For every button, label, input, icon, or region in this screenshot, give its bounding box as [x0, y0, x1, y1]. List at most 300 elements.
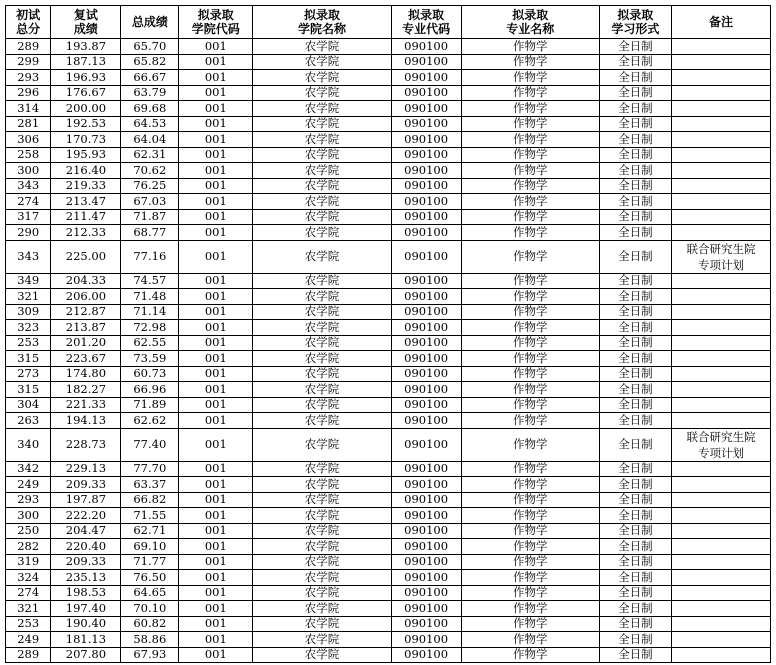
major-code-cell: 090100: [391, 132, 461, 148]
major-name-cell: 作物学: [461, 397, 599, 413]
school-code-cell: 001: [179, 335, 253, 351]
school-code-cell: 001: [179, 647, 253, 663]
major-code-cell: 090100: [391, 101, 461, 117]
major-name-cell: 作物学: [461, 539, 599, 555]
remark-cell: [671, 240, 770, 273]
table-row: [6, 397, 771, 413]
remark-cell: [671, 570, 770, 586]
major-name-cell: 作物学: [461, 335, 599, 351]
retest-score-cell: 200.00: [51, 101, 121, 117]
major-code-cell: 090100: [391, 163, 461, 179]
school-name-cell: 农学院: [253, 240, 391, 273]
school-name-cell: 农学院: [253, 351, 391, 367]
school-code-cell: 001: [179, 351, 253, 367]
initial-score-cell: 289: [6, 39, 51, 55]
table-row: [6, 428, 771, 461]
study-mode-cell: 全日制: [599, 85, 671, 101]
retest-score-cell: 182.27: [51, 382, 121, 398]
header-retest-score-line: 成绩: [73, 22, 98, 36]
major-code-cell: 090100: [391, 273, 461, 289]
table-row: [6, 39, 771, 55]
initial-score-cell: 249: [6, 477, 51, 493]
major-code-cell: 090100: [391, 477, 461, 493]
initial-score-cell: 342: [6, 461, 51, 477]
retest-score-cell: 229.13: [51, 461, 121, 477]
total-score-cell: 69.68: [121, 101, 179, 117]
school-code-cell: 001: [179, 570, 253, 586]
school-name-cell: 农学院: [253, 601, 391, 617]
school-code-cell: 001: [179, 539, 253, 555]
initial-score-cell: 282: [6, 539, 51, 555]
retest-score-cell: 192.53: [51, 116, 121, 132]
initial-score-cell: 273: [6, 366, 51, 382]
school-name-cell: 农学院: [253, 116, 391, 132]
retest-score-cell: 222.20: [51, 508, 121, 524]
initial-score-cell: 258: [6, 147, 51, 163]
major-name-cell: 作物学: [461, 508, 599, 524]
study-mode-cell: 全日制: [599, 209, 671, 225]
header-school-code: [179, 6, 253, 39]
table-row: [6, 163, 771, 179]
total-score-cell: 71.87: [121, 209, 179, 225]
study-mode-cell: 全日制: [599, 647, 671, 663]
table-row: [6, 194, 771, 210]
total-score-cell: 71.89: [121, 397, 179, 413]
retest-score-cell: 209.33: [51, 477, 121, 493]
table-row: [6, 240, 771, 273]
table-row: [6, 289, 771, 305]
total-score-cell: 74.57: [121, 273, 179, 289]
total-score-cell: 76.50: [121, 570, 179, 586]
major-code-cell: 090100: [391, 320, 461, 336]
school-name-cell: 农学院: [253, 85, 391, 101]
school-name-cell: 农学院: [253, 585, 391, 601]
major-name-cell: 作物学: [461, 147, 599, 163]
major-name-cell: 作物学: [461, 413, 599, 429]
initial-score-cell: 306: [6, 132, 51, 148]
initial-score-cell: 324: [6, 570, 51, 586]
remark-cell: [671, 289, 770, 305]
table-row: [6, 632, 771, 648]
study-mode-cell: 全日制: [599, 554, 671, 570]
total-score-cell: 65.82: [121, 54, 179, 70]
school-code-cell: 001: [179, 85, 253, 101]
school-name-cell: 农学院: [253, 428, 391, 461]
major-name-cell: 作物学: [461, 225, 599, 241]
header-retest-score: [51, 6, 121, 39]
major-code-cell: 090100: [391, 194, 461, 210]
major-code-cell: 090100: [391, 39, 461, 55]
school-name-cell: 农学院: [253, 39, 391, 55]
school-code-cell: 001: [179, 163, 253, 179]
study-mode-cell: 全日制: [599, 304, 671, 320]
school-name-cell: 农学院: [253, 523, 391, 539]
remark-cell: [671, 492, 770, 508]
major-code-cell: 090100: [391, 116, 461, 132]
school-code-cell: 001: [179, 477, 253, 493]
retest-score-cell: 206.00: [51, 289, 121, 305]
table-row: [6, 366, 771, 382]
total-score-cell: 71.14: [121, 304, 179, 320]
remark-cell: [671, 508, 770, 524]
retest-score-cell: 228.73: [51, 428, 121, 461]
major-name-cell: 作物学: [461, 382, 599, 398]
major-name-cell: 作物学: [461, 320, 599, 336]
major-code-cell: 090100: [391, 240, 461, 273]
initial-score-cell: 290: [6, 225, 51, 241]
school-code-cell: 001: [179, 194, 253, 210]
table-row: [6, 461, 771, 477]
school-name-cell: 农学院: [253, 413, 391, 429]
school-name-cell: 农学院: [253, 225, 391, 241]
study-mode-cell: 全日制: [599, 585, 671, 601]
school-code-cell: 001: [179, 632, 253, 648]
retest-score-cell: 176.67: [51, 85, 121, 101]
retest-score-cell: 196.93: [51, 70, 121, 86]
school-name-cell: 农学院: [253, 554, 391, 570]
retest-score-cell: 193.87: [51, 39, 121, 55]
major-code-cell: 090100: [391, 178, 461, 194]
remark-cell: [671, 616, 770, 632]
major-name-cell: 作物学: [461, 178, 599, 194]
school-code-cell: 001: [179, 616, 253, 632]
school-code-cell: 001: [179, 225, 253, 241]
table-row: [6, 147, 771, 163]
header-initial-score-line: 总分: [16, 22, 41, 36]
initial-score-cell: 304: [6, 397, 51, 413]
remark-cell: [671, 428, 770, 461]
school-code-cell: 001: [179, 70, 253, 86]
school-name-cell: 农学院: [253, 178, 391, 194]
school-code-cell: 001: [179, 304, 253, 320]
school-code-cell: 001: [179, 413, 253, 429]
total-score-cell: 67.93: [121, 647, 179, 663]
major-code-cell: 090100: [391, 335, 461, 351]
table-row: [6, 477, 771, 493]
study-mode-cell: 全日制: [599, 39, 671, 55]
header-major-code: [391, 6, 461, 39]
retest-score-cell: 204.33: [51, 273, 121, 289]
school-name-cell: 农学院: [253, 382, 391, 398]
retest-score-cell: 197.87: [51, 492, 121, 508]
major-name-cell: 作物学: [461, 492, 599, 508]
total-score-cell: 71.55: [121, 508, 179, 524]
initial-score-cell: 293: [6, 492, 51, 508]
retest-score-cell: 181.13: [51, 632, 121, 648]
initial-score-cell: 309: [6, 304, 51, 320]
remark-cell: [671, 382, 770, 398]
school-code-cell: 001: [179, 209, 253, 225]
retest-score-cell: 219.33: [51, 178, 121, 194]
total-score-cell: 66.96: [121, 382, 179, 398]
major-name-cell: 作物学: [461, 273, 599, 289]
major-code-cell: 090100: [391, 382, 461, 398]
school-code-cell: 001: [179, 320, 253, 336]
header-major-code-line: 专业代码: [402, 22, 451, 36]
major-name-cell: 作物学: [461, 601, 599, 617]
table-row: [6, 413, 771, 429]
remark-line: 联合研究生院: [686, 429, 756, 444]
header-total-score-line: 总成绩: [131, 15, 168, 29]
major-code-cell: 090100: [391, 428, 461, 461]
major-code-cell: 090100: [391, 570, 461, 586]
total-score-cell: 66.82: [121, 492, 179, 508]
school-name-cell: 农学院: [253, 304, 391, 320]
remark-cell: [671, 632, 770, 648]
study-mode-cell: 全日制: [599, 116, 671, 132]
study-mode-cell: 全日制: [599, 523, 671, 539]
major-code-cell: 090100: [391, 508, 461, 524]
study-mode-cell: 全日制: [599, 382, 671, 398]
initial-score-cell: 263: [6, 413, 51, 429]
initial-score-cell: 323: [6, 320, 51, 336]
remark-cell: [671, 194, 770, 210]
initial-score-cell: 293: [6, 70, 51, 86]
study-mode-cell: 全日制: [599, 570, 671, 586]
school-code-cell: 001: [179, 461, 253, 477]
remark-cell: [671, 477, 770, 493]
table-row: [6, 554, 771, 570]
remark-cell: [671, 554, 770, 570]
major-name-cell: 作物学: [461, 461, 599, 477]
school-name-cell: 农学院: [253, 539, 391, 555]
study-mode-cell: 全日制: [599, 54, 671, 70]
major-code-cell: 090100: [391, 616, 461, 632]
total-score-cell: 63.79: [121, 85, 179, 101]
school-code-cell: 001: [179, 508, 253, 524]
table-row: [6, 304, 771, 320]
total-score-cell: 63.37: [121, 477, 179, 493]
school-code-cell: 001: [179, 178, 253, 194]
major-code-cell: 090100: [391, 492, 461, 508]
study-mode-cell: 全日制: [599, 273, 671, 289]
initial-score-cell: 289: [6, 647, 51, 663]
initial-score-cell: 321: [6, 601, 51, 617]
school-name-cell: 农学院: [253, 209, 391, 225]
school-code-cell: 001: [179, 428, 253, 461]
study-mode-cell: 全日制: [599, 147, 671, 163]
major-name-cell: 作物学: [461, 647, 599, 663]
study-mode-cell: 全日制: [599, 240, 671, 273]
total-score-cell: 70.10: [121, 601, 179, 617]
remark-cell: [671, 304, 770, 320]
remark-cell: [671, 335, 770, 351]
total-score-cell: 71.48: [121, 289, 179, 305]
table-row: [6, 132, 771, 148]
school-code-cell: 001: [179, 240, 253, 273]
major-code-cell: 090100: [391, 304, 461, 320]
remark-cell: [671, 209, 770, 225]
header-study-mode: [599, 6, 671, 39]
total-score-cell: 62.31: [121, 147, 179, 163]
total-score-cell: 67.03: [121, 194, 179, 210]
school-name-cell: 农学院: [253, 461, 391, 477]
major-name-cell: 作物学: [461, 39, 599, 55]
school-name-cell: 农学院: [253, 647, 391, 663]
major-code-cell: 090100: [391, 601, 461, 617]
initial-score-cell: 315: [6, 351, 51, 367]
major-code-cell: 090100: [391, 539, 461, 555]
study-mode-cell: 全日制: [599, 601, 671, 617]
initial-score-cell: 249: [6, 632, 51, 648]
major-name-cell: 作物学: [461, 132, 599, 148]
school-name-cell: 农学院: [253, 366, 391, 382]
total-score-cell: 77.70: [121, 461, 179, 477]
major-code-cell: 090100: [391, 147, 461, 163]
remark-line: 联合研究生院: [686, 241, 756, 256]
retest-score-cell: 212.87: [51, 304, 121, 320]
table-row: [6, 54, 771, 70]
major-name-cell: 作物学: [461, 351, 599, 367]
table-row: [6, 225, 771, 241]
total-score-cell: 71.77: [121, 554, 179, 570]
retest-score-cell: 212.33: [51, 225, 121, 241]
study-mode-cell: 全日制: [599, 461, 671, 477]
table-row: [6, 101, 771, 117]
total-score-cell: 77.40: [121, 428, 179, 461]
table-row: [6, 85, 771, 101]
initial-score-cell: 340: [6, 428, 51, 461]
header-study-mode-line: 拟录取: [617, 8, 654, 22]
table-row: [6, 539, 771, 555]
remark-cell: [671, 147, 770, 163]
initial-score-cell: 321: [6, 289, 51, 305]
major-name-cell: 作物学: [461, 585, 599, 601]
initial-score-cell: 317: [6, 209, 51, 225]
table-row: [6, 335, 771, 351]
initial-score-cell: 296: [6, 85, 51, 101]
header-retest-score-line: 复试: [73, 8, 98, 22]
initial-score-cell: 274: [6, 194, 51, 210]
table-header-row: [6, 6, 771, 39]
retest-score-cell: 213.47: [51, 194, 121, 210]
initial-score-cell: 300: [6, 163, 51, 179]
school-code-cell: 001: [179, 554, 253, 570]
major-code-cell: 090100: [391, 461, 461, 477]
school-name-cell: 农学院: [253, 132, 391, 148]
retest-score-cell: 190.40: [51, 616, 121, 632]
header-initial-score: [6, 6, 51, 39]
total-score-cell: 68.77: [121, 225, 179, 241]
retest-score-cell: 225.00: [51, 240, 121, 273]
total-score-cell: 69.10: [121, 539, 179, 555]
study-mode-cell: 全日制: [599, 101, 671, 117]
major-name-cell: 作物学: [461, 116, 599, 132]
initial-score-cell: 319: [6, 554, 51, 570]
school-name-cell: 农学院: [253, 273, 391, 289]
header-school-name-line: 学院名称: [297, 22, 346, 36]
total-score-cell: 60.82: [121, 616, 179, 632]
table-row: [6, 616, 771, 632]
retest-score-cell: 187.13: [51, 54, 121, 70]
header-major-name-line: 拟录取: [512, 8, 549, 22]
retest-score-cell: 198.53: [51, 585, 121, 601]
remark-cell: [671, 351, 770, 367]
initial-score-cell: 300: [6, 508, 51, 524]
study-mode-cell: 全日制: [599, 335, 671, 351]
header-total-score: [121, 6, 179, 39]
study-mode-cell: 全日制: [599, 194, 671, 210]
total-score-cell: 70.62: [121, 163, 179, 179]
header-school-name: [253, 6, 391, 39]
remark-cell: [671, 54, 770, 70]
retest-score-cell: 170.73: [51, 132, 121, 148]
school-code-cell: 001: [179, 366, 253, 382]
study-mode-cell: 全日制: [599, 163, 671, 179]
school-name-cell: 农学院: [253, 194, 391, 210]
remark-cell: [671, 225, 770, 241]
major-name-cell: 作物学: [461, 194, 599, 210]
retest-score-cell: 223.67: [51, 351, 121, 367]
school-code-cell: 001: [179, 116, 253, 132]
table-row: [6, 209, 771, 225]
table-row: [6, 492, 771, 508]
school-code-cell: 001: [179, 397, 253, 413]
remark-cell: [671, 101, 770, 117]
major-name-cell: 作物学: [461, 240, 599, 273]
study-mode-cell: 全日制: [599, 70, 671, 86]
major-name-cell: 作物学: [461, 101, 599, 117]
school-name-cell: 农学院: [253, 320, 391, 336]
table-row: [6, 320, 771, 336]
table-row: [6, 508, 771, 524]
study-mode-cell: 全日制: [599, 397, 671, 413]
study-mode-cell: 全日制: [599, 428, 671, 461]
school-name-cell: 农学院: [253, 289, 391, 305]
retest-score-cell: 195.93: [51, 147, 121, 163]
total-score-cell: 64.53: [121, 116, 179, 132]
table-row: [6, 570, 771, 586]
study-mode-cell: 全日制: [599, 413, 671, 429]
major-name-cell: 作物学: [461, 85, 599, 101]
remark-cell: [671, 601, 770, 617]
header-study-mode-line: 学习形式: [611, 22, 660, 36]
table-row: [6, 601, 771, 617]
admission-list-table: [5, 5, 771, 663]
study-mode-cell: 全日制: [599, 539, 671, 555]
retest-score-cell: 221.33: [51, 397, 121, 413]
major-code-cell: 090100: [391, 209, 461, 225]
total-score-cell: 60.73: [121, 366, 179, 382]
total-score-cell: 77.16: [121, 240, 179, 273]
school-name-cell: 农学院: [253, 492, 391, 508]
major-name-cell: 作物学: [461, 570, 599, 586]
total-score-cell: 64.04: [121, 132, 179, 148]
table-row: [6, 178, 771, 194]
study-mode-cell: 全日制: [599, 351, 671, 367]
table-row: [6, 351, 771, 367]
school-name-cell: 农学院: [253, 616, 391, 632]
remark-cell: [671, 178, 770, 194]
remark-cell: [671, 523, 770, 539]
major-code-cell: 090100: [391, 70, 461, 86]
total-score-cell: 62.71: [121, 523, 179, 539]
major-code-cell: 090100: [391, 413, 461, 429]
header-major-code-line: 拟录取: [408, 8, 445, 22]
school-code-cell: 001: [179, 39, 253, 55]
initial-score-cell: 343: [6, 178, 51, 194]
major-code-cell: 090100: [391, 85, 461, 101]
header-school-code-line: 学院代码: [191, 22, 240, 36]
remark-line: 专项计划: [697, 445, 744, 460]
retest-score-cell: 211.47: [51, 209, 121, 225]
remark-cell: [671, 320, 770, 336]
table-body: [6, 39, 771, 663]
major-name-cell: 作物学: [461, 304, 599, 320]
major-code-cell: 090100: [391, 632, 461, 648]
study-mode-cell: 全日制: [599, 632, 671, 648]
study-mode-cell: 全日制: [599, 178, 671, 194]
